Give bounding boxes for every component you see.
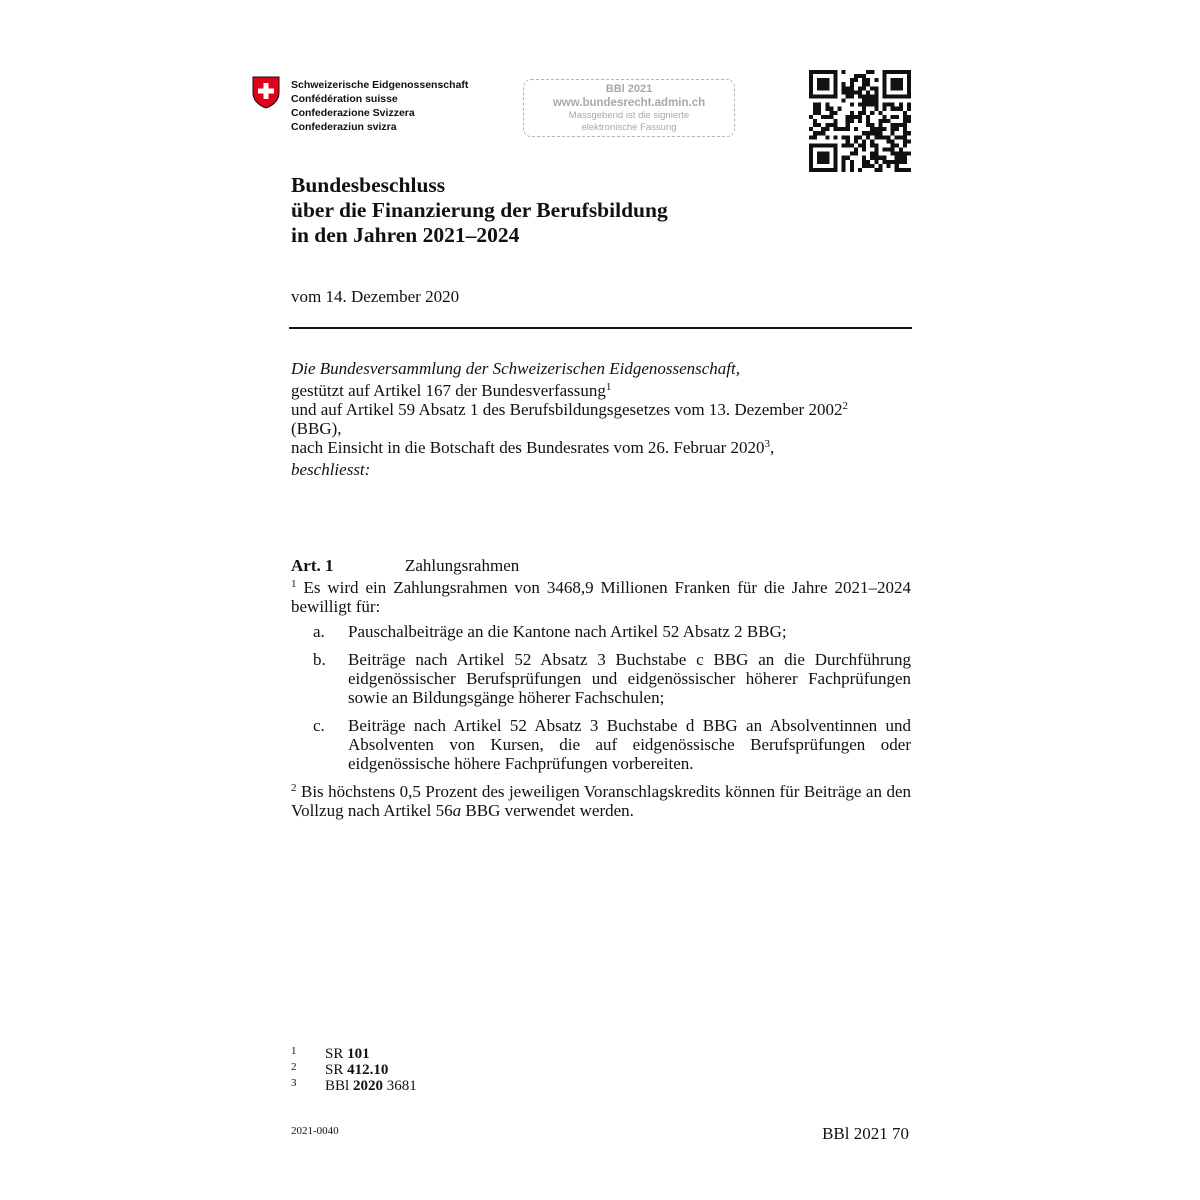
stamp-line-4: elektronische Fassung xyxy=(581,121,677,133)
list-item: b. Beiträge nach Artikel 52 Absatz 3 Buchstabe c BBG an die Durchführung eidgenössischer Berufsprüfungen und eidgenössischer höherer Fachprüfungen sowie an Bildungsgänge höherer Fachschulen; xyxy=(313,650,911,707)
footnote-ref-3: 3 xyxy=(764,438,771,450)
preamble xyxy=(291,359,911,479)
article-title: Zahlungsrahmen xyxy=(405,556,520,575)
swiss-coat-of-arms-icon xyxy=(252,76,280,109)
article-list xyxy=(291,622,911,773)
qr-code-icon xyxy=(809,70,911,172)
article-number: Art. 1 xyxy=(291,556,334,575)
confederation-name-de: Schweizerische Eidgenossenschaft xyxy=(291,79,469,91)
footnote-3: 3 BBl 2020 3681 xyxy=(291,1077,417,1094)
footnote-ref-2: 2 xyxy=(842,400,848,412)
article-paragraph-2: $^2$ Bis höchstens 0,5 Prozent des jeweiligen Voranschlagskredits können für Beiträge an den Vollzug nach Artikel 56a BBG verwendet werden. xyxy=(291,782,911,820)
list-item: a. Pauschalbeiträge an die Kantone nach Artikel 52 Absatz 2 BBG; xyxy=(313,622,787,641)
divider xyxy=(289,327,912,329)
title-line-1: Bundesbeschluss xyxy=(291,173,446,197)
preamble-line-2: und auf Artikel 59 Absatz 1 des Berufsbildungsgesetzes vom 13. Dezember 2002$^2$ xyxy=(291,400,848,419)
decree-date: vom 14. Dezember 2020 xyxy=(291,287,460,306)
document-title xyxy=(291,173,911,248)
publication-reference: BBl 2021 70 xyxy=(822,1124,909,1143)
stamp-url: www.bundesrecht.admin.ch xyxy=(552,97,706,109)
footnote-ref-1: 1 xyxy=(605,381,612,393)
confederation-name-it: Confederazione Svizzera xyxy=(291,107,415,119)
title-line-3: in den Jahren 2021–2024 xyxy=(291,223,520,247)
confederation-names xyxy=(291,78,468,134)
footnote-2: 2 SR 412.10 xyxy=(291,1061,389,1078)
publication-stamp xyxy=(523,79,735,137)
footnotes xyxy=(291,1046,417,1094)
preamble-line-1: gestützt auf Artikel 167 der Bundesverfassung$^1$ xyxy=(291,381,612,400)
preamble-decides: beschliesst: xyxy=(291,460,371,479)
confederation-name-fr: Confédération suisse xyxy=(291,93,398,105)
confederation-name-rm: Confederaziun svizra xyxy=(291,121,397,133)
preamble-line-2b: (BBG), xyxy=(291,419,342,438)
stamp-line-1: BBl 2021 xyxy=(605,83,653,95)
footnote-1: 1 SR 101 xyxy=(291,1045,370,1062)
article-paragraph-1: $^1$ Es wird ein Zahlungsrahmen von 3468,9 Millionen Franken für die Jahre 2021–2024 bewilligt für: xyxy=(291,578,911,616)
preamble-line-3: nach Einsicht in die Botschaft des Bundesrates vom 26. Februar 2020$^3$, xyxy=(291,438,775,457)
title-line-2: über die Finanzierung der Berufsbildung xyxy=(291,198,668,222)
stamp-line-3: Massgebend ist die signierte xyxy=(568,110,690,121)
preamble-intro: Die Bundesversammlung der Schweizerischen Eidgenossenschaft, xyxy=(291,359,740,378)
article-heading xyxy=(291,556,911,578)
list-item: c. Beiträge nach Artikel 52 Absatz 3 Buchstabe d BBG an Absolventinnen und Absolventen von Kursen, die auf eidgenössische Berufsprüfungen oder eidgenössische höhere Fachprüfungen vorbereiten. xyxy=(313,716,911,773)
document-id: 2021-0040 xyxy=(291,1125,339,1137)
article-1 xyxy=(291,556,911,820)
